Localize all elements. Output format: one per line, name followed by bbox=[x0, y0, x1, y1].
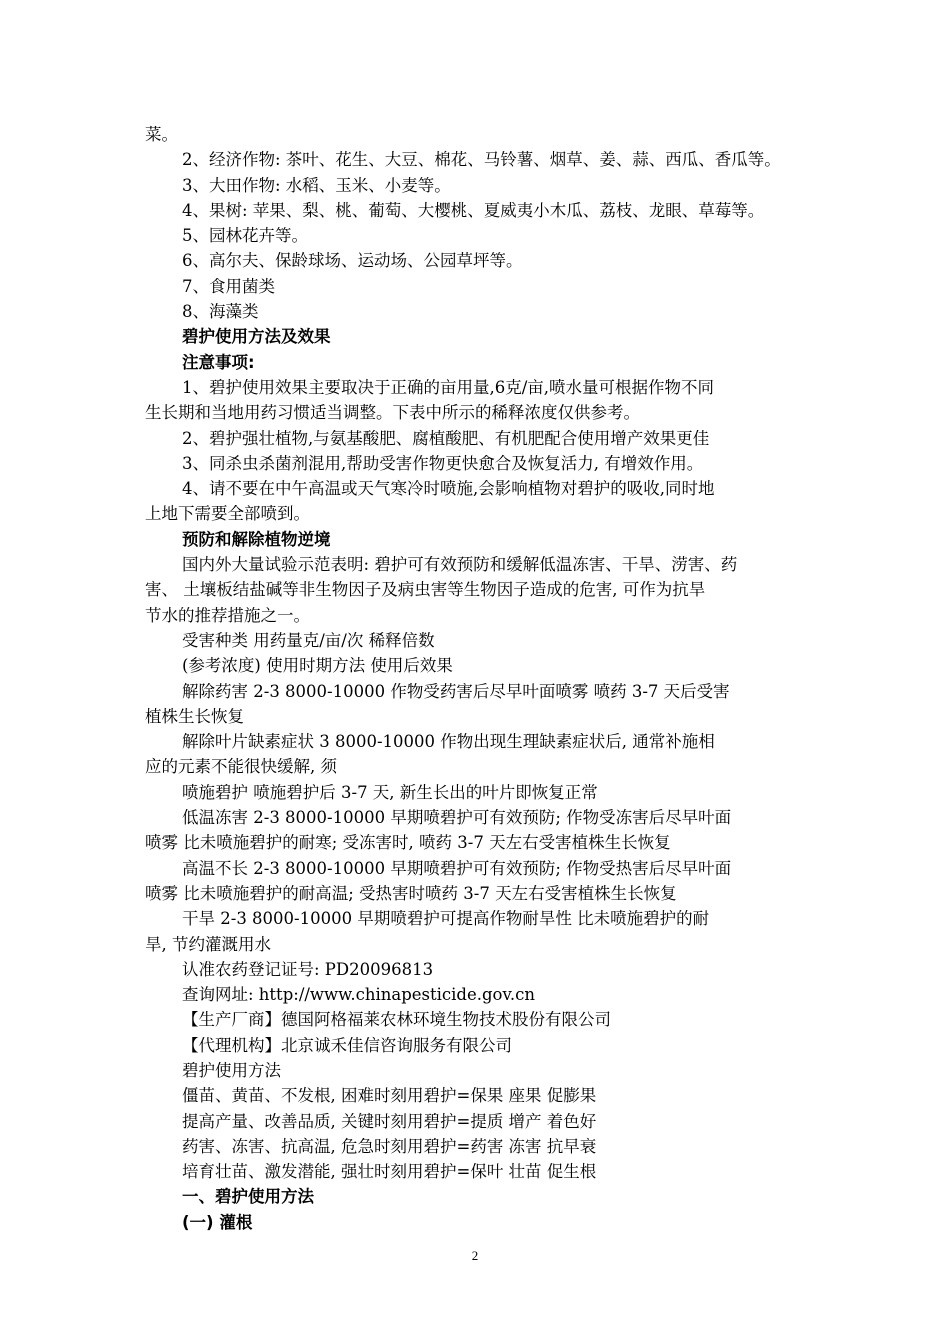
list-item: 2、经济作物: 茶叶、花生、大豆、棉花、马铃薯、烟草、姜、蒜、西瓜、香瓜等。 bbox=[182, 150, 781, 170]
document-page bbox=[145, 122, 810, 1235]
table-row-line: 解除叶片缺素症状 3 8000-10000 作物出现生理缺素症状后, 通常补施相 bbox=[182, 732, 715, 752]
registration-number: 认准农药登记证号: PD20096813 bbox=[182, 959, 434, 979]
section-heading: 预防和解除植物逆境 bbox=[182, 529, 331, 549]
subsection-heading: (一) 灌根 bbox=[182, 1212, 253, 1232]
section-heading: 一、碧护使用方法 bbox=[182, 1187, 314, 1207]
list-item: 7、食用菌类 bbox=[182, 276, 275, 296]
text-line: 菜。 bbox=[145, 125, 178, 144]
text-line: 害、 土壤板结盐碱等非生物因子及病虫害等生物因子造成的危害, 可作为抗旱 bbox=[145, 580, 706, 600]
table-row-line: 解除药害 2-3 8000-10000 作物受药害后尽早叶面喷雾 喷药 3-7 天后受害 bbox=[182, 681, 730, 701]
table-header-line: (参考浓度) 使用时期方法 使用后效果 bbox=[182, 656, 453, 676]
list-item: 5、园林花卉等。 bbox=[182, 226, 308, 246]
query-url: 查询网址: http://www.chinapesticide.gov.cn bbox=[182, 985, 535, 1005]
table-row-line: 干旱 2-3 8000-10000 早期喷碧护可提高作物耐旱性 比未喷施碧护的耐 bbox=[182, 909, 710, 929]
table-row-line: 喷雾 比未喷施碧护的耐高温; 受热害时喷药 3-7 天左右受害植株生长恢复 bbox=[145, 883, 677, 903]
table-row-line: 旱, 节约灌溉用水 bbox=[145, 934, 271, 954]
table-header-line: 受害种类 用药量克/亩/次 稀释倍数 bbox=[182, 630, 435, 650]
list-item: 3、大田作物: 水稻、玉米、小麦等。 bbox=[182, 175, 451, 195]
table-row-line: 喷施碧护 喷施碧护后 3-7 天, 新生长出的叶片即恢复正常 bbox=[182, 782, 598, 802]
text-line: 3、同杀虫杀菌剂混用,帮助受害作物更快愈合及恢复活力, 有增效作用。 bbox=[182, 453, 704, 473]
text-line: 僵苗、黄苗、不发根, 困难时刻用碧护=保果 座果 促膨果 bbox=[182, 1086, 597, 1106]
text-line: 生长期和当地用药习惯适当调整。下表中所示的稀释浓度仅供参考。 bbox=[145, 403, 640, 423]
list-item: 8、海藻类 bbox=[182, 302, 259, 322]
table-row-line: 低温冻害 2-3 8000-10000 早期喷碧护可有效预防; 作物受冻害后尽早叶面 bbox=[182, 808, 732, 828]
subsection-heading: 注意事项: bbox=[182, 352, 255, 372]
table-row-line: 喷雾 比未喷施碧护的耐寒; 受冻害时, 喷药 3-7 天左右受害植株生长恢复 bbox=[145, 833, 671, 853]
manufacturer: 【生产厂商】德国阿格福莱农林环境生物技术股份有限公司 bbox=[182, 1010, 611, 1030]
text-line: 上地下需要全部喷到。 bbox=[145, 504, 310, 524]
text-line: 药害、冻害、抗高温, 危急时刻用碧护=药害 冻害 抗早衰 bbox=[182, 1136, 597, 1156]
text-line: 1、碧护使用效果主要取决于正确的亩用量,6克/亩,喷水量可根据作物不同 bbox=[182, 377, 715, 397]
table-row-line: 植株生长恢复 bbox=[145, 706, 244, 726]
table-row-line: 应的元素不能很快缓解, 须 bbox=[145, 757, 337, 777]
text-line: 碧护使用方法 bbox=[182, 1060, 281, 1080]
text-line: 国内外大量试验示范表明: 碧护可有效预防和缓解低温冻害、干旱、涝害、药 bbox=[182, 555, 738, 575]
text-line: 培育壮苗、激发潜能, 强壮时刻用碧护=保叶 壮苗 促生根 bbox=[182, 1162, 597, 1182]
section-heading: 碧护使用方法及效果 bbox=[182, 327, 331, 347]
text-line: 2、碧护强壮植物,与氨基酸肥、腐植酸肥、有机肥配合使用增产效果更佳 bbox=[182, 428, 710, 448]
list-item: 6、高尔夫、保龄球场、运动场、公园草坪等。 bbox=[182, 251, 523, 271]
agent: 【代理机构】北京诚禾佳信咨询服务有限公司 bbox=[182, 1035, 512, 1055]
list-item: 4、果树: 苹果、梨、桃、葡萄、大樱桃、夏威夷小木瓜、荔枝、龙眼、草莓等。 bbox=[182, 200, 765, 220]
text-line: 节水的推荐措施之一。 bbox=[145, 605, 310, 625]
page-number: 2 bbox=[471, 1248, 479, 1263]
table-row-line: 高温不长 2-3 8000-10000 早期喷碧护可有效预防; 作物受热害后尽早叶面 bbox=[182, 858, 732, 878]
text-line: 提高产量、改善品质, 关键时刻用碧护=提质 增产 着色好 bbox=[182, 1111, 597, 1131]
text-line: 4、请不要在中午高温或天气寒冷时喷施,会影响植物对碧护的吸收,同时地 bbox=[182, 479, 715, 499]
